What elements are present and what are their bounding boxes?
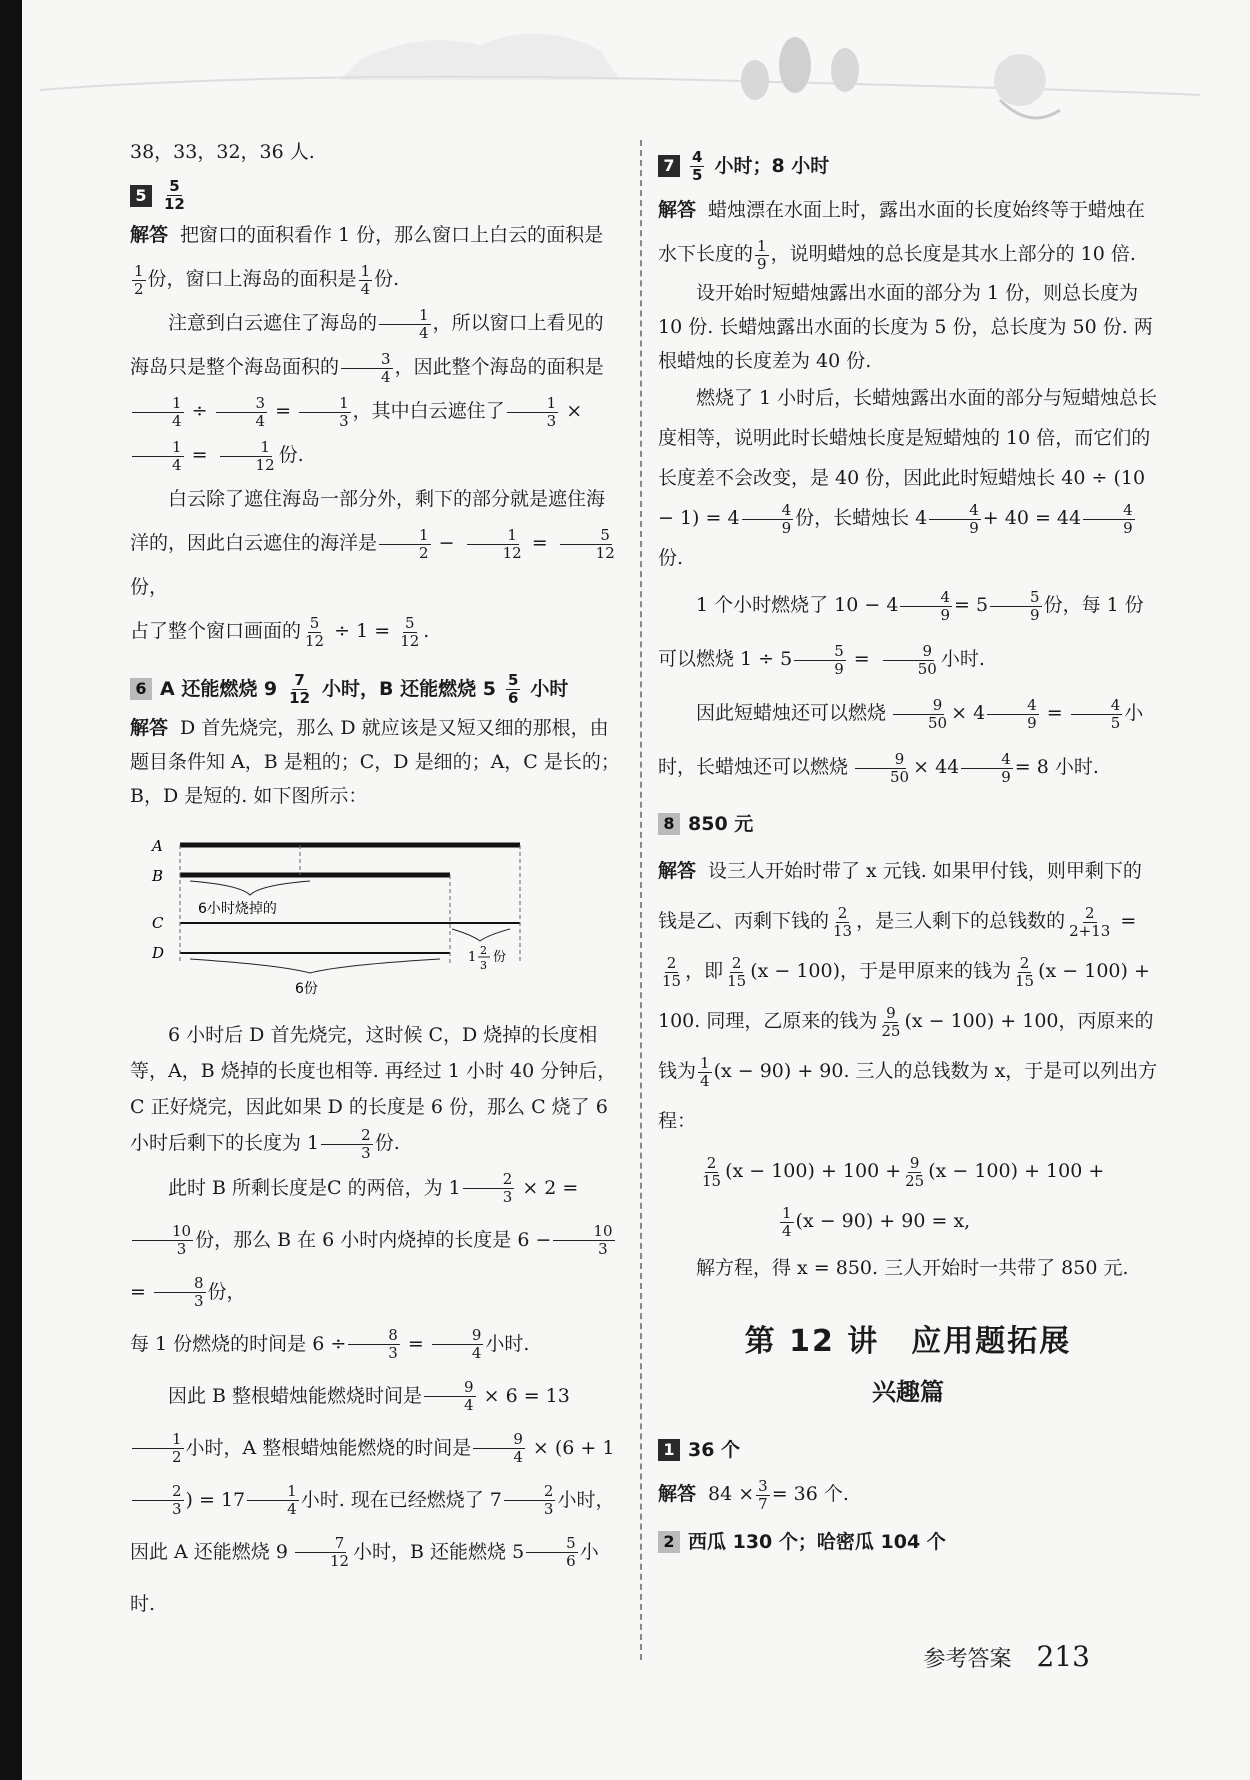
q6-para3: 此时 B 所剩长度是C 的两倍，为 1 $\frac{2}{3}$ × 2 = $\frac{10}{3}$ 份，那么 B 在 6 小时内烧掉的长度是 6 − $\frac{10}{3}$ = $\frac{8}{3}$ 份， 每 1 份燃烧的时间是 6 ÷ $\frac{8}{3}$ = $\frac{9}{4}$ 小时. bbox=[130, 1170, 613, 1362]
q5-para1: 解答 把窗口的面积看作 1 份，那么窗口上白云的面积是 $\frac{1}{2}$ 份，窗口上海岛的面积是 $\frac{1}{4}$ 份. bbox=[130, 224, 604, 298]
q8-para2: 解方程，得 x = 850. 三人开始时一共带了 850 元. bbox=[696, 1257, 1129, 1279]
six-label: 6份 bbox=[295, 981, 318, 997]
q7-para5: 因此短蜡烛还可以燃烧 $\frac{9}{50}$ × 4 $\frac{4}{9}$ = $\frac{4}{5}$ 小时，长蜡烛还可以燃烧 $\frac{9}{50}$ × 44 $\frac{4}{9}$ = 8 小时. bbox=[658, 695, 1144, 786]
svg-text:3: 3 bbox=[480, 959, 487, 972]
q7-para2: 设开始时短蜡烛露出水面的部分为 1 份，则总长度为 10 份. 长蜡烛露出水面的长度为 5 份，总长度为 50 份. 两根蜡烛的长度差为 40 份. bbox=[658, 282, 1153, 372]
page-number: 213 bbox=[1036, 1640, 1090, 1673]
q7-para4: 1 个小时燃烧了 10 − 4 $\frac{4}{9}$ = 5 $\frac{5}{9}$ 份，每 1 份可以燃烧 1 ÷ 5 $\frac{5}{9}$ = $\frac{9}{50}$ 小时. bbox=[658, 587, 1144, 678]
q6-para1: 解答 D 首先烧完，那么 D 就应该是又短又细的那根，由题目条件知 A，B 是粗的；C，D 是细的；A，C 是长的；B，D 是短的. 如下图所示： bbox=[130, 717, 620, 807]
q8-equation: $\frac{2}{15}$ (x − 100) + 100 + $\frac{9}{25}$ (x − 100) + 100 + $\frac{1}{4}$ (x − 90) + 90 = x, bbox=[702, 1153, 1105, 1240]
q5-answer: $\frac{5}{12}$ bbox=[164, 177, 185, 213]
q6-para4: 因此 B 整根蜡烛能燃烧时间是 $\frac{9}{4}$ × 6 = 13 $\frac{1}{2}$ 小时，A 整根蜡烛能燃烧的时间是 $\frac{9}{4}$ × (6 + 1 $\frac{2}{3}$ ) = 17 $\frac{1}{4}$ 小时. 现在已经燃烧了 7 $\frac{2}{3}$ 小时，因此 A 还能燃烧 9 $\frac{7}{12}$ 小时，B 还能燃烧 5 $\frac{5}{6}$ 小时. bbox=[130, 1378, 615, 1615]
q7-para1: 解答 蜡烛漂在水面上时，露出水面的长度始终等于蜡烛在水下长度的 $\frac{1}{9}$ ，说明蜡烛的总长度是其水上部分的 10 倍. bbox=[658, 199, 1146, 273]
svg-text:1: 1 bbox=[468, 950, 477, 965]
q6-para2: 6 小时后 D 首先烧完，这时候 C，D 烧掉的长度相等，A，B 烧掉的长度也相等. 再经过 1 小时 40 分钟后，C 正好烧完，因此如果 D 的长度是 6 份，那么 C 烧了 6 小时后剩下的长度为 1 $\frac{2}{3}$ 份. bbox=[130, 1024, 617, 1162]
q5-para3: 白云除了遮住海岛一部分外，剩下的部分就是遮住海洋的，因此白云遮住的海洋是 $\frac{1}{2}$ − $\frac{1}{12}$ = $\frac{5}{12}$ 份， bbox=[130, 488, 615, 598]
footer-label: 参考答案 bbox=[923, 1647, 1012, 1672]
q1-number: 1 bbox=[658, 1439, 680, 1461]
q5-number: 5 bbox=[130, 185, 152, 207]
q7-number: 7 bbox=[658, 155, 680, 177]
row-label-b: B bbox=[152, 867, 164, 885]
q2-number: 2 bbox=[658, 1531, 680, 1553]
q7-heading: 7 $\frac{4}{5}$ 小时；8 小时 bbox=[658, 144, 1158, 188]
chapter-subtitle: 兴趣篇 bbox=[872, 1378, 944, 1406]
row-label-c: C bbox=[152, 914, 164, 932]
row-label-d: D bbox=[152, 944, 165, 962]
scan-edge bbox=[0, 0, 22, 1780]
svg-text:2: 2 bbox=[480, 944, 487, 957]
q1-heading: 1 36 个 bbox=[658, 1428, 1158, 1472]
left-column bbox=[130, 130, 620, 1630]
q1-answer: 解答 84 × $\frac{3}{7}$ = 36 个. bbox=[658, 1476, 849, 1513]
q6-number: 6 bbox=[130, 678, 152, 700]
right-column bbox=[658, 140, 1158, 1564]
q6-heading: 6 A 还能燃烧 9 $\frac{7}{12}$ 小时，B 还能燃烧 5 $\frac{5}{6}$ 小时 bbox=[130, 667, 620, 711]
rem-label: 份 bbox=[493, 950, 507, 965]
column-divider bbox=[640, 140, 642, 1660]
burned-label: 6小时烧掉的 bbox=[198, 901, 277, 917]
top-line: 38，33，32，36 人. bbox=[130, 141, 315, 163]
q8-para1: 解答 设三人开始时带了 x 元钱. 如果甲付钱，则甲剩下的钱是乙、丙剩下钱的 $\frac{2}{13}$ ，是三人剩下的总钱数的 $\frac{2}{2+13}$ = $\frac{2}{15}$ ，即 $\frac{2}{15}$ (x − 100)，于是甲原来的钱为 $\frac{2}{15}$ (x − 100) + 100. 同理，乙原来的钱为 $\frac{9}{25}$ (x − 100) + 100，丙原来的钱为 $\frac{1}{4}$ (x − 90) + 90. 三人的总钱数为 x，于是可以列出方程： bbox=[658, 860, 1158, 1132]
q5-heading bbox=[130, 178, 620, 213]
page-footer bbox=[924, 1640, 1090, 1673]
q8-number: 8 bbox=[658, 813, 680, 835]
q7-para3: 燃烧了 1 小时后，长蜡烛露出水面的部分与短蜡烛总长度相等，说明此时长蜡烛长度是短蜡烛的 10 倍，而它们的长度差不会改变，是 40 份，因此此时短蜡烛长 40 ÷ (10 − 1) = 4 $\frac{4}{9}$ 份，长蜡烛长 4 $\frac{4}{9}$ + 40 = 44 $\frac{4}{9}$ 份. bbox=[658, 387, 1158, 569]
q5-para2: 注意到白云遮住了海岛的 $\frac{1}{4}$ ，所以窗口上看见的海岛只是整个海岛面积的 $\frac{3}{4}$ ，因此整个海岛的面积是 $\frac{1}{4}$ ÷ $\frac{3}{4}$ = $\frac{1}{3}$ ，其中白云遮住了 $\frac{1}{3}$ × $\frac{1}{4}$ = $\frac{1}{12}$ 份. bbox=[130, 305, 604, 474]
row-label-a: A bbox=[152, 837, 163, 855]
candle-diagram bbox=[150, 823, 620, 1003]
header-illustration bbox=[0, 0, 1250, 140]
q2-heading: 2 西瓜 130 个；哈密瓜 104 个 bbox=[658, 1520, 1158, 1564]
chapter-title: 第 12 讲 应用题拓展 bbox=[744, 1324, 1072, 1359]
q5-para4: 占了整个窗口画面的 $\frac{5}{12}$ ÷ 1 = $\frac{5}{12}$ . bbox=[130, 613, 430, 650]
q8-heading: 8 850 元 bbox=[658, 802, 1158, 846]
